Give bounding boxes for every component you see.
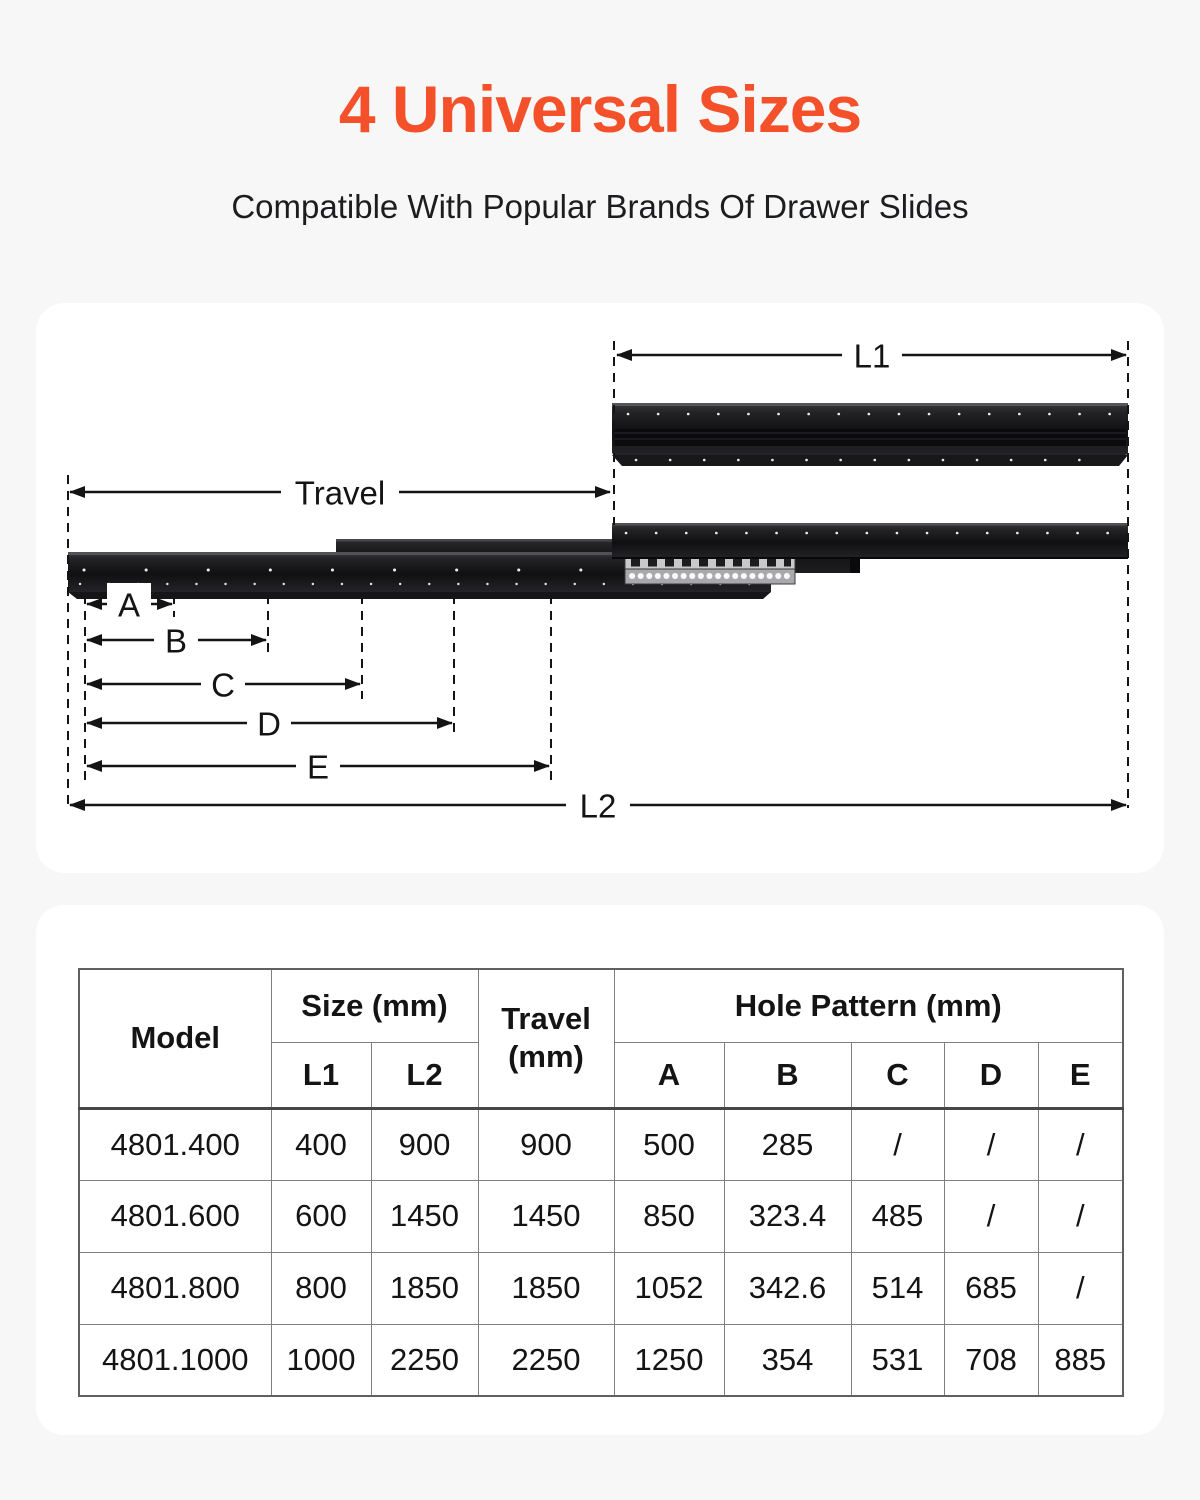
col-header-size-group: Size (mm) [271,969,478,1042]
dimension-c-label: C [211,666,235,704]
cell-e: / [1038,1180,1123,1252]
col-header-hole-pattern-group: Hole Pattern (mm) [614,969,1123,1042]
cell-a: 850 [614,1180,724,1252]
col-header-l1: L1 [271,1042,371,1108]
dimension-e [87,745,549,787]
extended-slide-illustration [68,523,1128,599]
cell-l1: 400 [271,1108,371,1180]
col-header-c: C [851,1042,944,1108]
dimension-e-label: E [306,748,330,786]
table-row [79,1324,1123,1396]
cell-travel: 2250 [478,1324,614,1396]
diagram-panel [36,303,1164,873]
cell-b: 323.4 [724,1180,851,1252]
col-header-travel-line1: Travel [501,1000,591,1036]
cell-l1: 800 [271,1252,371,1324]
dimension-travel [70,470,610,514]
dimension-b [87,619,266,661]
dimension-l1-label: L1 [853,337,891,375]
dimension-l2 [70,783,1126,827]
col-header-d: D [944,1042,1038,1108]
cell-a: 500 [614,1108,724,1180]
cell-model: 4801.400 [79,1108,271,1180]
cell-e: 885 [1038,1324,1123,1396]
cell-a: 1052 [614,1252,724,1324]
table-row [79,1180,1123,1252]
cell-d: 685 [944,1252,1038,1324]
dimension-travel-label: Travel [294,474,386,512]
cell-travel: 900 [478,1108,614,1180]
spec-table-panel [36,905,1164,1435]
col-header-model: Model [79,969,271,1108]
cell-c: 485 [851,1180,944,1252]
cell-c: 531 [851,1324,944,1396]
dimension-l1 [617,333,1126,377]
cell-model: 4801.1000 [79,1324,271,1396]
col-header-a: A [614,1042,724,1108]
col-header-b: B [724,1042,851,1108]
cell-l2: 2250 [371,1324,478,1396]
cell-e: / [1038,1108,1123,1180]
closed-slide-illustration [612,403,1128,466]
cell-b: 342.6 [724,1252,851,1324]
page-subtitle: Compatible With Popular Brands Of Drawer Slides [231,188,969,225]
cell-d: 708 [944,1324,1038,1396]
cell-b: 354 [724,1324,851,1396]
cell-d: / [944,1108,1038,1180]
cell-travel: 1850 [478,1252,614,1324]
cell-model: 4801.600 [79,1180,271,1252]
table-row [79,1108,1123,1180]
spec-table [78,968,1124,1397]
table-row [79,1252,1123,1324]
col-header-travel [478,969,614,1108]
cell-l2: 1850 [371,1252,478,1324]
cell-l1: 1000 [271,1324,371,1396]
drawer-slide-diagram [36,303,1164,873]
col-header-travel-line2: (mm) [508,1039,584,1075]
cell-model: 4801.800 [79,1252,271,1324]
cell-e: / [1038,1252,1123,1324]
dimension-d-label: D [257,705,281,743]
col-header-e: E [1038,1042,1123,1108]
cell-travel: 1450 [478,1180,614,1252]
dimension-d [87,702,452,744]
cell-d: / [944,1180,1038,1252]
cell-l1: 600 [271,1180,371,1252]
dimension-a-label: A [117,586,141,624]
cell-l2: 1450 [371,1180,478,1252]
dimension-c [87,663,360,705]
cell-b: 285 [724,1108,851,1180]
col-header-l2: L2 [371,1042,478,1108]
cell-l2: 900 [371,1108,478,1180]
cell-c: / [851,1108,944,1180]
cell-c: 514 [851,1252,944,1324]
cell-a: 1250 [614,1324,724,1396]
dimension-l2-label: L2 [579,787,617,825]
dimension-b-label: B [164,622,188,660]
page-title: 4 Universal Sizes [338,72,862,146]
